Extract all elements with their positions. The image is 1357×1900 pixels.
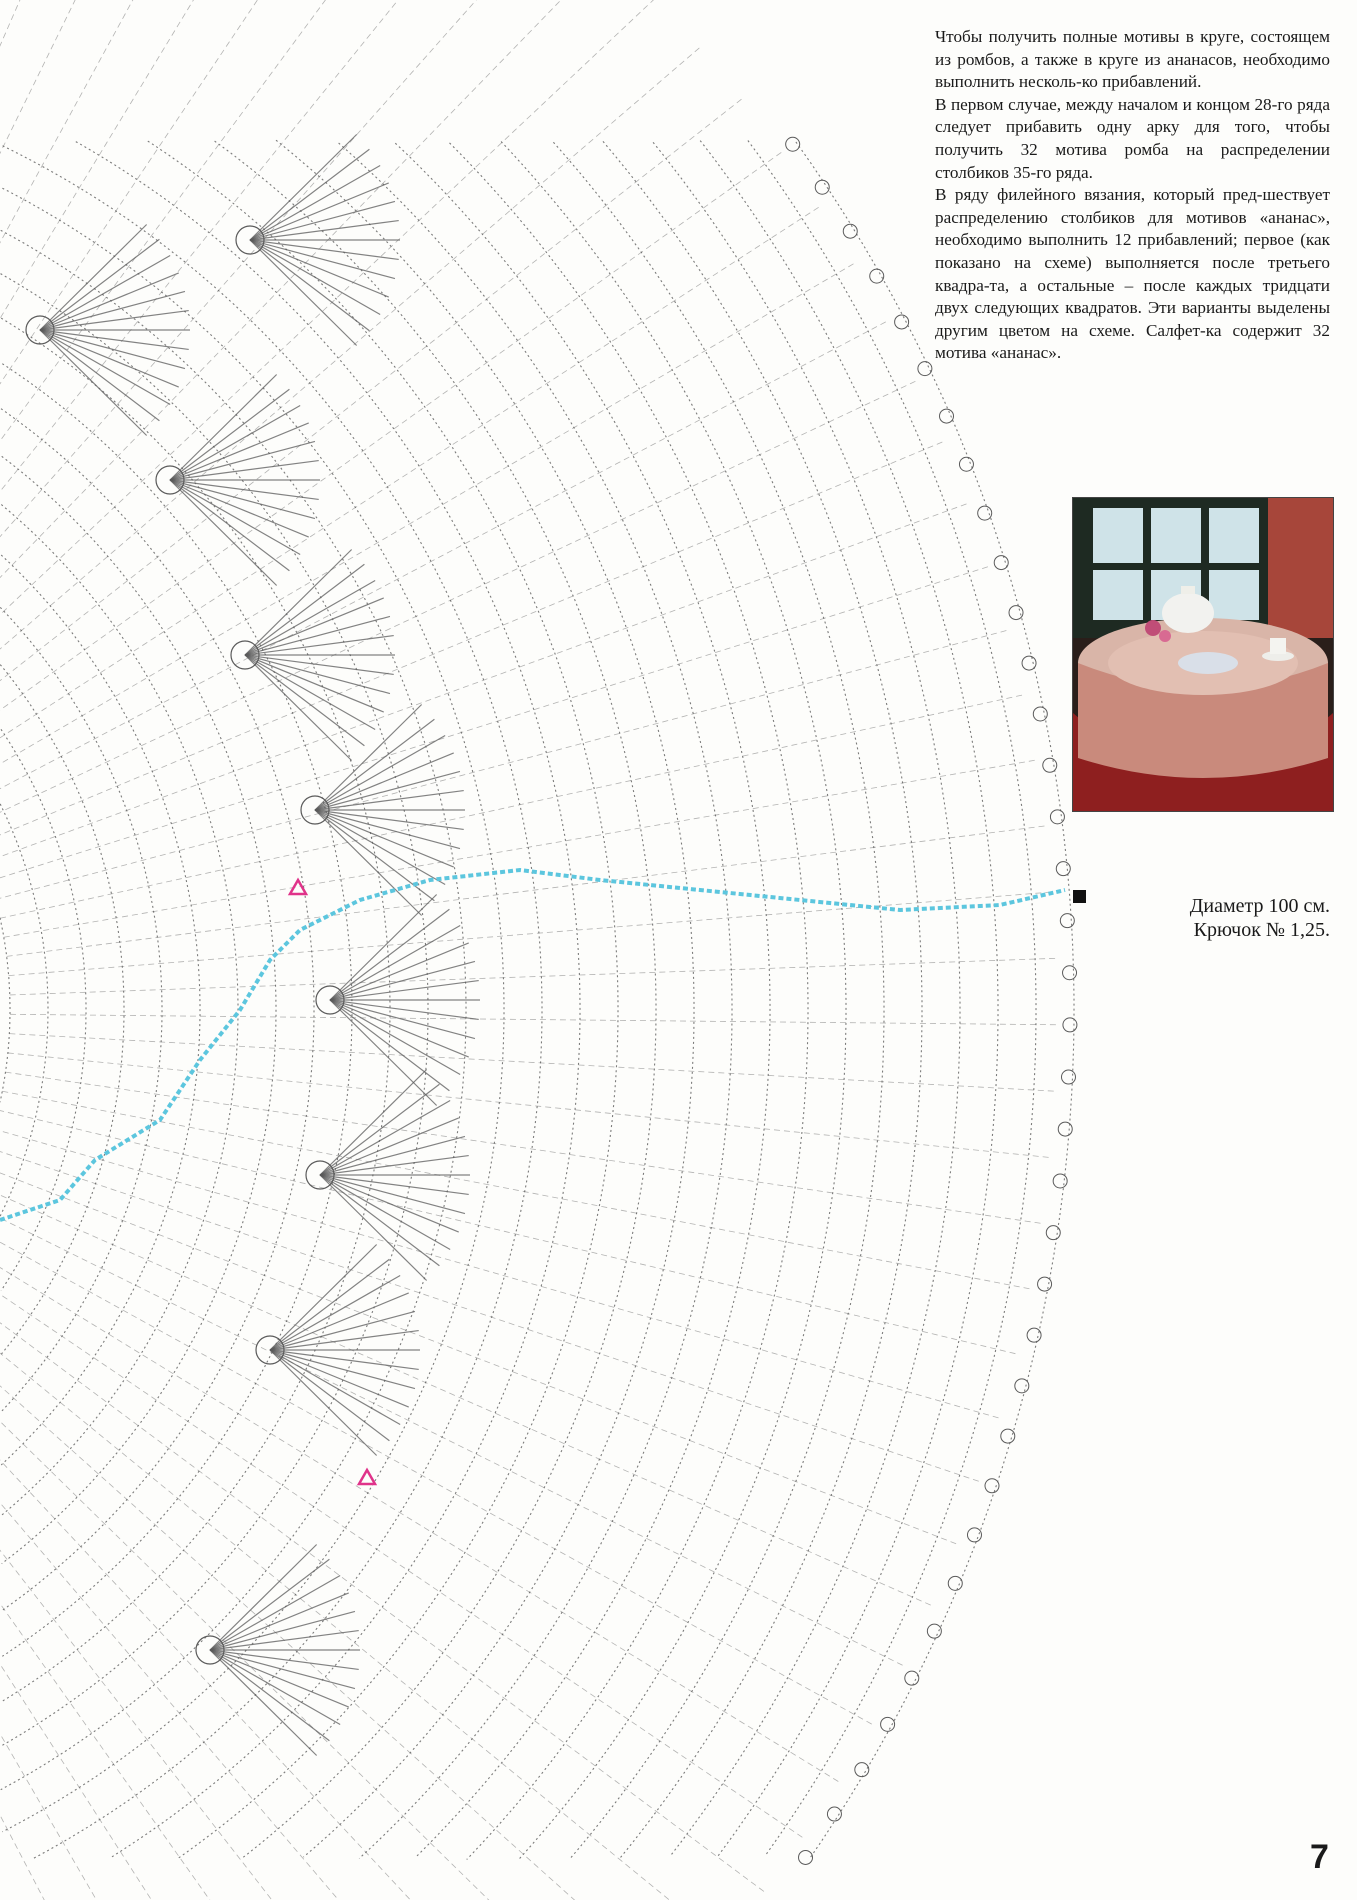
highlighted-increase-row bbox=[0, 870, 1065, 1220]
pineapple-motifs bbox=[26, 135, 1077, 1865]
instructions-paragraph: Чтобы получить полные мотивы в круге, состоящем из ромбов, а также в круге из ананасов, необходимо выполнить несколь-ко прибавлений. bbox=[935, 27, 1330, 92]
page-number: 7 bbox=[1310, 1838, 1329, 1876]
hook-size-label: Крючок № 1,25. bbox=[1193, 919, 1330, 941]
instructions-paragraph: В ряду филейного вязания, который пред-шествует распределению столбиков для мотивов «ананас», необходимо выполнить 12 прибавлений; первое (как показано на схеме) выполняется после третьего квадра-та, а остальные – после каждых тридцати двух следующих квадратов. Эти варианты выделены другим цветом на схеме. Салфет-ка содержит 32 мотива «ананас». bbox=[935, 185, 1330, 363]
specs-caption bbox=[1080, 894, 1330, 942]
tablecloth-photo bbox=[1072, 497, 1334, 812]
instructions-text bbox=[935, 26, 1330, 365]
diameter-label: Диаметр 100 см. bbox=[1189, 895, 1330, 917]
instructions-paragraph: В первом случае, между началом и концом 28-го ряда следует прибавить одну арку для того, чтобы получить 32 мотива ромба на распределении столбиков 35-го ряда. bbox=[935, 94, 1330, 182]
